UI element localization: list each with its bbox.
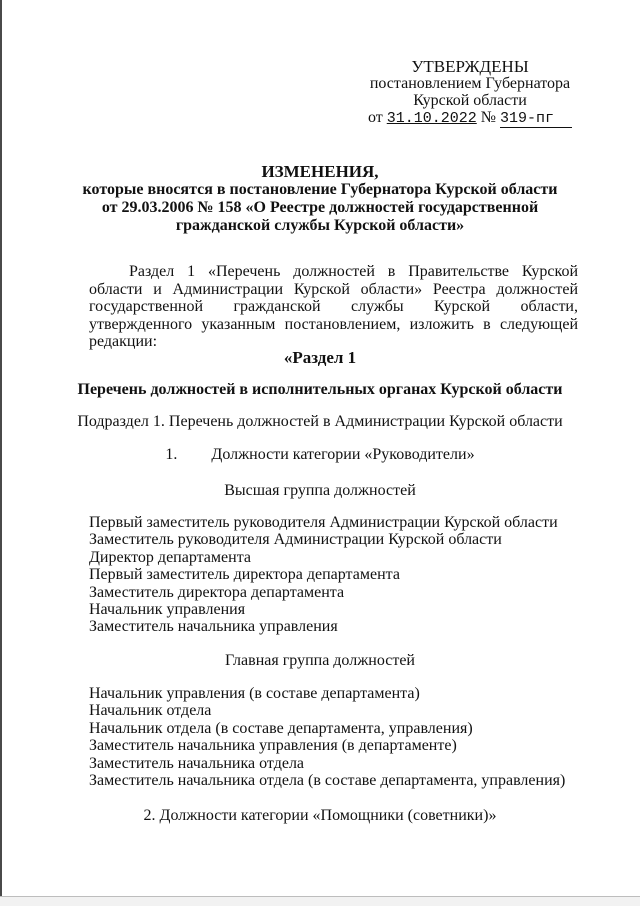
title-line2: от 29.03.2006 № 158 «О Реестре должностей государственной (101, 199, 539, 216)
title-heading: ИЗМЕНЕНИЯ, (261, 162, 379, 181)
number-prefix: № (480, 109, 497, 126)
list-item: Заместитель директора департамента (89, 583, 345, 601)
list-item: Начальник отдела (89, 702, 212, 720)
title-line3: гражданской службы Курской области» (175, 217, 465, 234)
list-item: Начальник управления (в составе департамента) (89, 685, 420, 702)
list-item: Начальник отдела (в составе департамента, управления) (89, 719, 473, 737)
approval-line2: постановлением Губернатора (369, 75, 571, 92)
list-item: Заместитель начальника управления (в департаменте) (89, 737, 457, 755)
list-item: Заместитель начальника отдела (в составе департамента, управления) (89, 772, 566, 790)
group-main-heading: Главная группа должностей (225, 652, 415, 669)
list-item: Первый заместитель директора департамента (89, 566, 400, 584)
list-item: Первый заместитель руководителя Администрации Курской области (89, 514, 558, 531)
title-line1: которые вносятся в постановление Губернатора Курской области (82, 181, 558, 198)
list-item: Директор департамента (89, 548, 251, 566)
intro-paragraph: Раздел 1 «Перечень должностей в Правительстве Курской области и Администрации Курской области» Реестра должностей государственной гражданской службы Курской области, утвержденного указанным постановлением, изложить в следующей редакции: (89, 263, 578, 350)
section-title: Перечень должностей в исполнительных органах Курской области (77, 381, 563, 398)
high-positions-list (89, 514, 579, 636)
list-item: Заместитель начальника управления (89, 618, 338, 636)
approval-date-line (360, 109, 580, 128)
category1-title: Должности категории «Руководители» (211, 446, 475, 463)
approval-number: 319-пг (500, 110, 555, 127)
approval-stamp (360, 58, 580, 128)
group-high-heading: Высшая группа должностей (224, 482, 416, 499)
subsection-title: Подраздел 1. Перечень должностей в Администрации Курской области (77, 413, 563, 430)
category2-heading: 2. Должности категории «Помощники (советники)» (143, 807, 497, 824)
document-title (80, 163, 560, 235)
list-item: Начальник управления (89, 601, 246, 619)
main-positions-list (89, 685, 579, 789)
section-heading: «Раздел 1 (283, 348, 357, 367)
approval-date: 31.10.2022 (386, 110, 477, 127)
category1-heading (60, 446, 580, 464)
category1-number: 1. (165, 446, 178, 463)
list-item: Заместитель руководителя Администрации Курской области (89, 531, 502, 549)
approval-line3: Курской области (413, 92, 527, 109)
list-item: Заместитель начальника отдела (89, 754, 305, 772)
approval-line1: УТВЕРЖДЕНЫ (411, 57, 529, 76)
date-prefix: от (367, 109, 383, 126)
scan-left-edge (0, 0, 2, 905)
